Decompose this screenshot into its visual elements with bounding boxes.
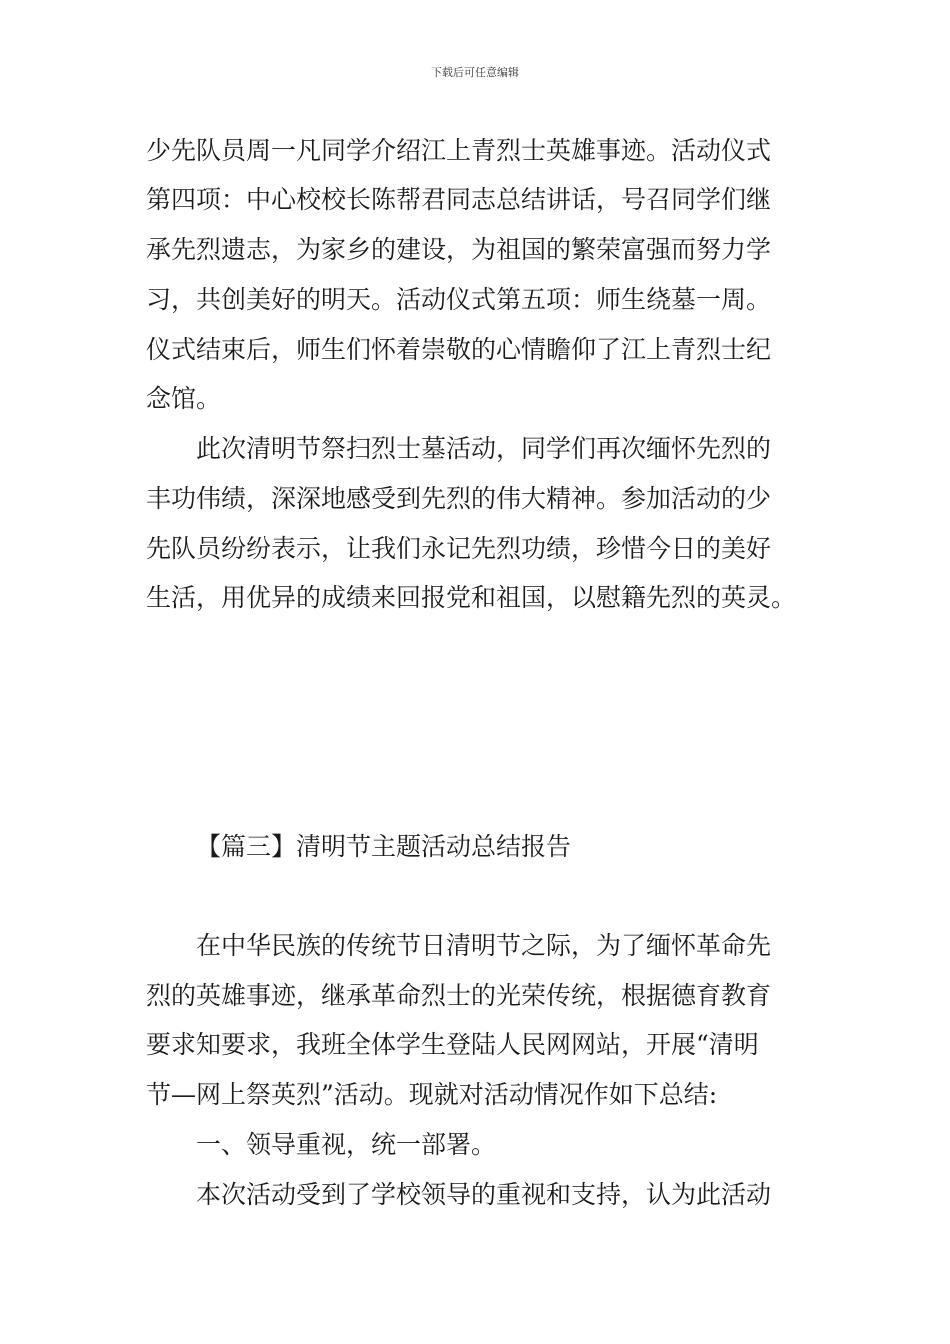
text-line: 习，共创美好的明天。活动仪式第五项：师生绕墓一周。 <box>146 285 772 314</box>
text-line: 一、领导重视，统一部署。 <box>146 1130 497 1159</box>
text-line: 仪式结束后，师生们怀着崇敬的心情瞻仰了江上青烈士纪 <box>146 335 772 364</box>
text-line: 先队员纷纷表示，让我们永记先烈功绩，珍惜今日的美好 <box>146 534 772 563</box>
text-line: 在中华民族的传统节日清明节之际，为了缅怀革命先 <box>146 931 772 960</box>
page-header: 下载后可任意编辑 <box>431 66 519 79</box>
text-line: 要求知要求，我班全体学生登陆人民网网站，开展“清明 <box>146 1030 759 1059</box>
text-line: 承先烈遗志，为家乡的建设，为祖国的繁荣富强而努力学 <box>146 235 772 264</box>
text-line: 念馆。 <box>146 384 222 413</box>
text-line: 本次活动受到了学校领导的重视和支持，认为此活动 <box>146 1180 772 1209</box>
text-line: 节—网上祭英烈”活动。现就对活动情况作如下总结: <box>146 1080 718 1109</box>
text-line: 丰功伟绩，深深地感受到先烈的伟大精神。参加活动的少 <box>146 484 772 513</box>
text-line: 生活，用优异的成绩来回报党和祖国，以慰籍先烈的英灵。 <box>146 583 797 612</box>
section-heading: 【篇三】清明节主题活动总结报告 <box>196 832 572 861</box>
text-line: 此次清明节祭扫烈士墓活动，同学们再次缅怀先烈的 <box>146 434 772 463</box>
text-line: 烈的英雄事迹，继承革命烈士的光荣传统，根据德育教育 <box>146 981 772 1010</box>
text-line: 少先队员周一凡同学介绍江上青烈士英雄事迹。活动仪式 <box>146 136 772 165</box>
text-line: 第四项：中心校校长陈帮君同志总结讲话，号召同学们继 <box>146 185 772 214</box>
